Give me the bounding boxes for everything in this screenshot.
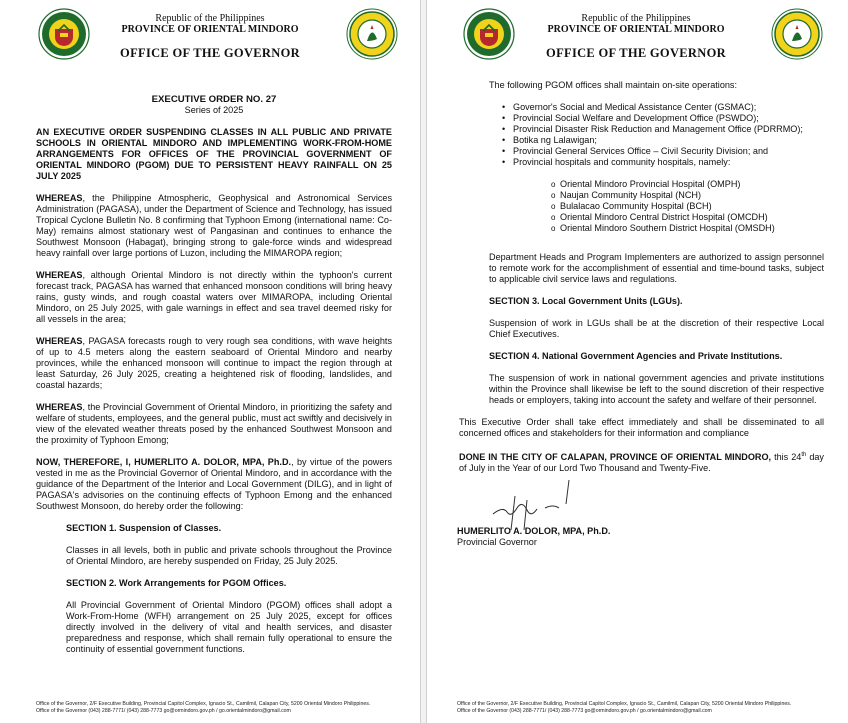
section-4-text: The suspension of work in national government agencies and private institutions within the Province shall likewise be left to the sound discretion of their respective heads or employers, taking into account the safety and welfare of their personnel.: [489, 373, 824, 405]
done-day: this 24: [771, 452, 802, 463]
whereas-text: , PAGASA forecasts rough to very rough sea conditions, with wave heights of up to 4.5 meters along the eastern seaboard of Oriental Mindoro and nearby provinces, while the enhanced monsoon will continue to impact the region through at least Saturday, 26 July 2025, creating a heightened risk of flooding, landslides, and coastal hazards;: [36, 336, 392, 390]
province-label: PROVINCE OF ORIENTAL MINDORO: [121, 24, 299, 35]
document-page-1: [0, 0, 421, 723]
onsite-offices-list: [499, 102, 824, 168]
list-item: o Oriental Mindoro Central District Hospital (OMCDH): [551, 212, 824, 223]
hospitals-list: [551, 179, 824, 234]
page-2-body: [427, 80, 848, 474]
whereas-text: , although Oriental Mindoro is not directly within the typhoon's current forecast track, PAGASA has warned that enhanced monsoon conditions will bring heavy rains, gusty winds, and rough coastal waters over MIMAROPA, including Oriental Mindoro, on 25 July 2025, with gale warnings in effect and sea travel deemed risky for all vessels in the area;: [36, 270, 392, 324]
page-1-body: [0, 94, 420, 655]
list-item: o Bulalacao Community Hospital (BCH): [551, 201, 824, 212]
oriental-mindoro-seal-icon: [38, 8, 90, 60]
letterhead: [525, 13, 747, 61]
done-text: day of July in the Year of our Lord Two Thousand and Twenty-Five.: [459, 452, 824, 474]
list-item: • Provincial Disaster Risk Reduction and Management Office (PDRRMO);: [499, 124, 824, 135]
eo-series: Series of 2025: [184, 105, 244, 115]
signatory-name: HUMERLITO A. DOLOR, MPA, Ph.D.: [457, 526, 611, 536]
section-3-text: Suspension of work in LGUs shall be at the discretion of their respective Local Chief Executives.: [489, 318, 824, 339]
footer-contact: Office of the Governor (043) 288-7771/ (043) 288-7773 go@ormindoro.gov.ph / go.orientalmindoro@gmail.com: [457, 708, 712, 714]
list-item: • Provincial Social Welfare and Development Office (PSWDO);: [499, 113, 824, 124]
dept-heads-paragraph: Department Heads and Program Implementers are authorized to assign personnel to remote work for the accomplishment of essential and time-bound tasks, subject to applicable civil service laws and regulations.: [489, 252, 824, 284]
whereas-lead: WHEREAS: [36, 336, 83, 346]
whereas-text: , the Provincial Government of Oriental Mindoro, in prioritizing the safety and welfare of students, employees, and the general public, must act swiftly and decisively in view of the elevated weather threats posed by the enhanced Southwest Monsoon and the proximity of Typhoon Emong;: [36, 402, 392, 445]
footer-address: Office of the Governor, 2/F Executive Building, Provincial Capitol Complex, Ignacio St., Camilmil, Calapan City, 5200 Oriental Mindoro Philippines.: [36, 701, 371, 707]
done-lead: DONE IN THE CITY OF CALAPAN, PROVINCE OF ORIENTAL MINDORO,: [459, 452, 772, 463]
governor-office-seal-icon: [346, 8, 398, 60]
section-2-title: SECTION 2. Work Arrangements for PGOM Offices.: [66, 578, 287, 588]
document-page-2: [426, 0, 848, 723]
republic-label: Republic of the Philippines: [581, 13, 691, 24]
section-3-title: SECTION 3. Local Government Units (LGUs).: [489, 296, 683, 306]
page-2-footer: [457, 701, 791, 715]
now-therefore-text: , by virtue of the powers vested in me as the Provincial Governor of Oriental Mindoro, and in accordance with the guidance of the Department of the Interior and Local Government (DILG), and in light of PAGASA's advisories on the continuing effects of Typhoon Emong and the enhanced Southwest Monsoon, do hereby order the following:: [36, 457, 392, 511]
letterhead: [100, 13, 320, 61]
list-item: • Governor's Social and Medical Assistance Center (GSMAC);: [499, 102, 824, 113]
list-item: • Botika ng Lalawigan;: [499, 135, 824, 146]
list-item: • Provincial General Services Office – Civil Security Division; and: [499, 146, 824, 157]
page-1-footer: [36, 701, 370, 715]
eo-title: EXECUTIVE ORDER NO. 27: [151, 94, 277, 105]
done-day-suffix: th: [801, 452, 807, 458]
whereas-1: [36, 193, 392, 259]
list-item: o Naujan Community Hospital (NCH): [551, 190, 824, 201]
onsite-intro: The following PGOM offices shall maintain on-site operations:: [489, 80, 738, 90]
section-2-text: All Provincial Government of Oriental Mindoro (PGOM) offices shall adopt a Work-From-Home (WFH) arrangement on 25 July 2025, except for offices directly involved in the delivery of vital and health services, and disaster preparedness and response, which shall remain fully operational to ensure the continuity of essential government functions.: [66, 600, 392, 654]
done-clause: [459, 450, 824, 474]
eo-main-title: AN EXECUTIVE ORDER SUSPENDING CLASSES IN ALL PUBLIC AND PRIVATE SCHOOLS IN ORIENTAL MINDORO AND IMPLEMENTING WORK-FROM-HOME ARRANGEMENTS FOR OFFICES OF THE PROVINCIAL GOVERNMENT OF ORIENTAL MINDORO (PGOM) DUE TO PERSISTENT HEAVY RAINFALL ON 25 JULY 2025: [36, 127, 392, 181]
whereas-lead: WHEREAS: [36, 270, 83, 280]
footer-address: Office of the Governor, 2/F Executive Building, Provincial Capitol Complex, Ignacio St., Camilmil, Calapan City, 5200 Oriental Mindoro Philippines.: [457, 701, 792, 707]
section-1-title: SECTION 1. Suspension of Classes.: [66, 523, 222, 533]
province-label: PROVINCE OF ORIENTAL MINDORO: [547, 24, 725, 35]
signature-block: [457, 526, 610, 548]
signatory-position: Provincial Governor: [457, 537, 537, 547]
oriental-mindoro-seal-icon: [463, 8, 515, 60]
whereas-4: [36, 402, 392, 446]
whereas-3: [36, 336, 392, 391]
republic-label: Republic of the Philippines: [155, 13, 265, 24]
section-1-text: Classes in all levels, both in public and private schools throughout the Province of Oriental Mindoro, are hereby suspended on Friday, 25 July 2025.: [66, 545, 392, 566]
governor-signature-icon: [485, 474, 585, 532]
whereas-lead: WHEREAS: [36, 193, 83, 203]
office-label: OFFICE OF THE GOVERNOR: [120, 46, 300, 60]
footer-contact: Office of the Governor (043) 288-7771/ (043) 288-7773 go@ormindoro.gov.ph / go.orientalmindoro@gmail.com: [36, 708, 291, 714]
now-therefore-lead: NOW, THEREFORE, I, HUMERLITO A. DOLOR, MPA, Ph.D.: [36, 457, 292, 467]
list-item: • Provincial hospitals and community hospitals, namely:: [499, 157, 824, 168]
office-label: OFFICE OF THE GOVERNOR: [546, 46, 726, 60]
effectivity-paragraph: This Executive Order shall take effect immediately and shall be disseminated to all concerned offices and stakeholders for their information and compliance: [459, 417, 824, 438]
list-item: o Oriental Mindoro Southern District Hospital (OMSDH): [551, 223, 824, 234]
section-4-title: SECTION 4. National Government Agencies and Private Institutions.: [489, 351, 783, 361]
list-item: o Oriental Mindoro Provincial Hospital (OMPH): [551, 179, 824, 190]
governor-office-seal-icon: [771, 8, 823, 60]
now-therefore-clause: [36, 457, 392, 512]
whereas-text: , the Philippine Atmospheric, Geophysical and Astronomical Services Administration (PAGASA), under the Department of Science and Technology, has issued Tropical Cyclone Bulletin No. 8 confirming that Typhoon Emong (international name: Co-May) remains almost stationary west of Pangasinan and continues to enhance the Southwest Monsoon (Habagat), bringing strong to gale-force winds and widespread heavy rainfall over large portions of Luzon, including the MIMAROPA region;: [36, 193, 392, 258]
whereas-2: [36, 270, 392, 325]
whereas-lead: WHEREAS: [36, 402, 83, 412]
